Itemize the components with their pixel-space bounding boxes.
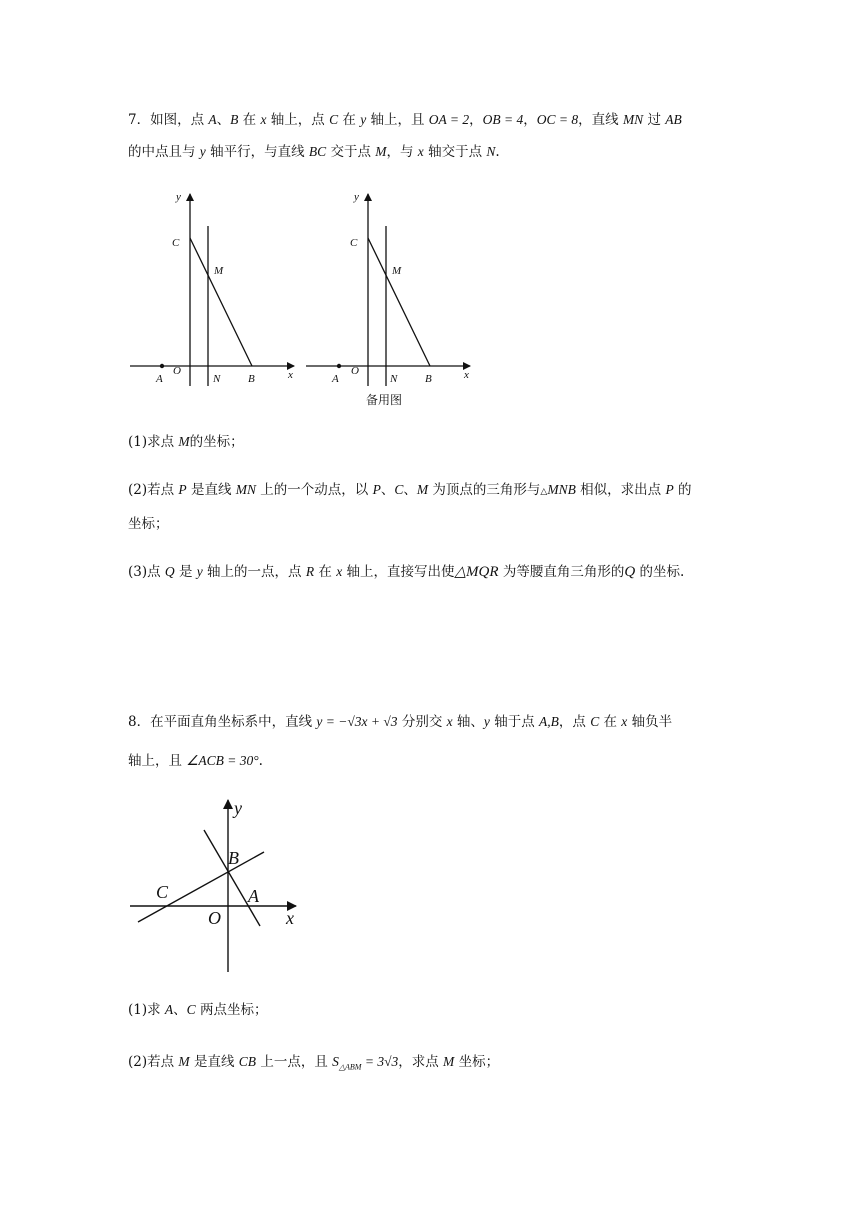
oa-equation: OA = 2 — [428, 112, 470, 127]
svg-text:O: O — [351, 365, 359, 377]
label-x: x — [286, 908, 294, 928]
label-c: C — [172, 237, 180, 249]
svg-text:y: y — [354, 191, 359, 203]
line-bc — [190, 238, 252, 366]
svg-text:N: N — [390, 373, 398, 385]
label-m: M — [214, 265, 224, 277]
label-a: A — [248, 886, 259, 906]
label-o: O — [173, 365, 181, 377]
label-b: B — [228, 848, 239, 868]
q7-part-2: (2)若点 P 是直线 MN 上的一个动点，以 P、C、M 为顶点的三角形与△MNB 相似，求出点 P 的 — [128, 482, 692, 498]
label-y: y — [176, 191, 181, 203]
area-equation: = 3√3 — [361, 1054, 399, 1069]
svg-text:M: M — [392, 265, 402, 277]
q7-spare-figure — [306, 194, 470, 386]
svg-text:C: C — [350, 237, 358, 249]
line-equation: y = −√3x + √3 — [316, 714, 398, 729]
q8-number: 8． — [128, 714, 151, 730]
label-a: A — [156, 373, 163, 385]
svg-text:A: A — [332, 373, 339, 385]
q7-part-1: (1)求点 M的坐标； — [128, 434, 244, 450]
oc-equation: OC = 8 — [536, 112, 579, 127]
label-y: y — [234, 798, 242, 818]
label-x: x — [288, 369, 293, 381]
q7-stem-line-1: 7．如图，点 A、B 在 x 轴上，点 C 在 y 轴上，且 OA = 2，OB = 4，OC = 8，直线 MN 过 AB — [128, 112, 682, 128]
q8-stem-line-2: 轴上，且 ∠ACB = 30°. — [128, 753, 263, 769]
svg-text:B: B — [425, 373, 432, 385]
q7-figures — [126, 182, 486, 410]
point-a — [160, 364, 164, 368]
ob-equation: OB = 4 — [482, 112, 524, 127]
q8-figure — [126, 794, 312, 974]
q7-main-figure — [130, 194, 294, 386]
angle-acb: ∠ACB = 30° — [186, 753, 259, 768]
q7-number: 7． — [128, 112, 151, 128]
q7-part-2-line-2: 坐标； — [128, 516, 169, 532]
q7-part-3: (3)点 Q 是 y 轴上的一点，点 R 在 x 轴上，直接写出使△MQR 为等腰直角三角形的Q 的坐标. — [128, 564, 685, 580]
label-c: C — [156, 882, 169, 902]
q7-stem-line-2: 的中点且与 y 轴平行，与直线 BC 交于点 M，与 x 轴交于点 N. — [128, 144, 500, 160]
label-o: O — [208, 908, 221, 928]
label-b: B — [248, 373, 255, 385]
q8-part-2: (2)若点 M 是直线 CB 上一点，且 $S_{\triangle ABM} = 3√3$，求点 M 坐标； — [128, 1054, 500, 1072]
label-n: N — [213, 373, 221, 385]
q8-part-1: (1)求 A、C 两点坐标； — [128, 1002, 268, 1018]
svg-text:x: x — [464, 369, 469, 381]
spare-figure-caption: 备用图 — [366, 393, 403, 407]
q8-stem-line-1: 8．在平面直角坐标系中，直线 y = −√3x + √3 分别交 x 轴、y 轴于点 A,B，点 C 在 x 轴负半 — [128, 714, 673, 730]
